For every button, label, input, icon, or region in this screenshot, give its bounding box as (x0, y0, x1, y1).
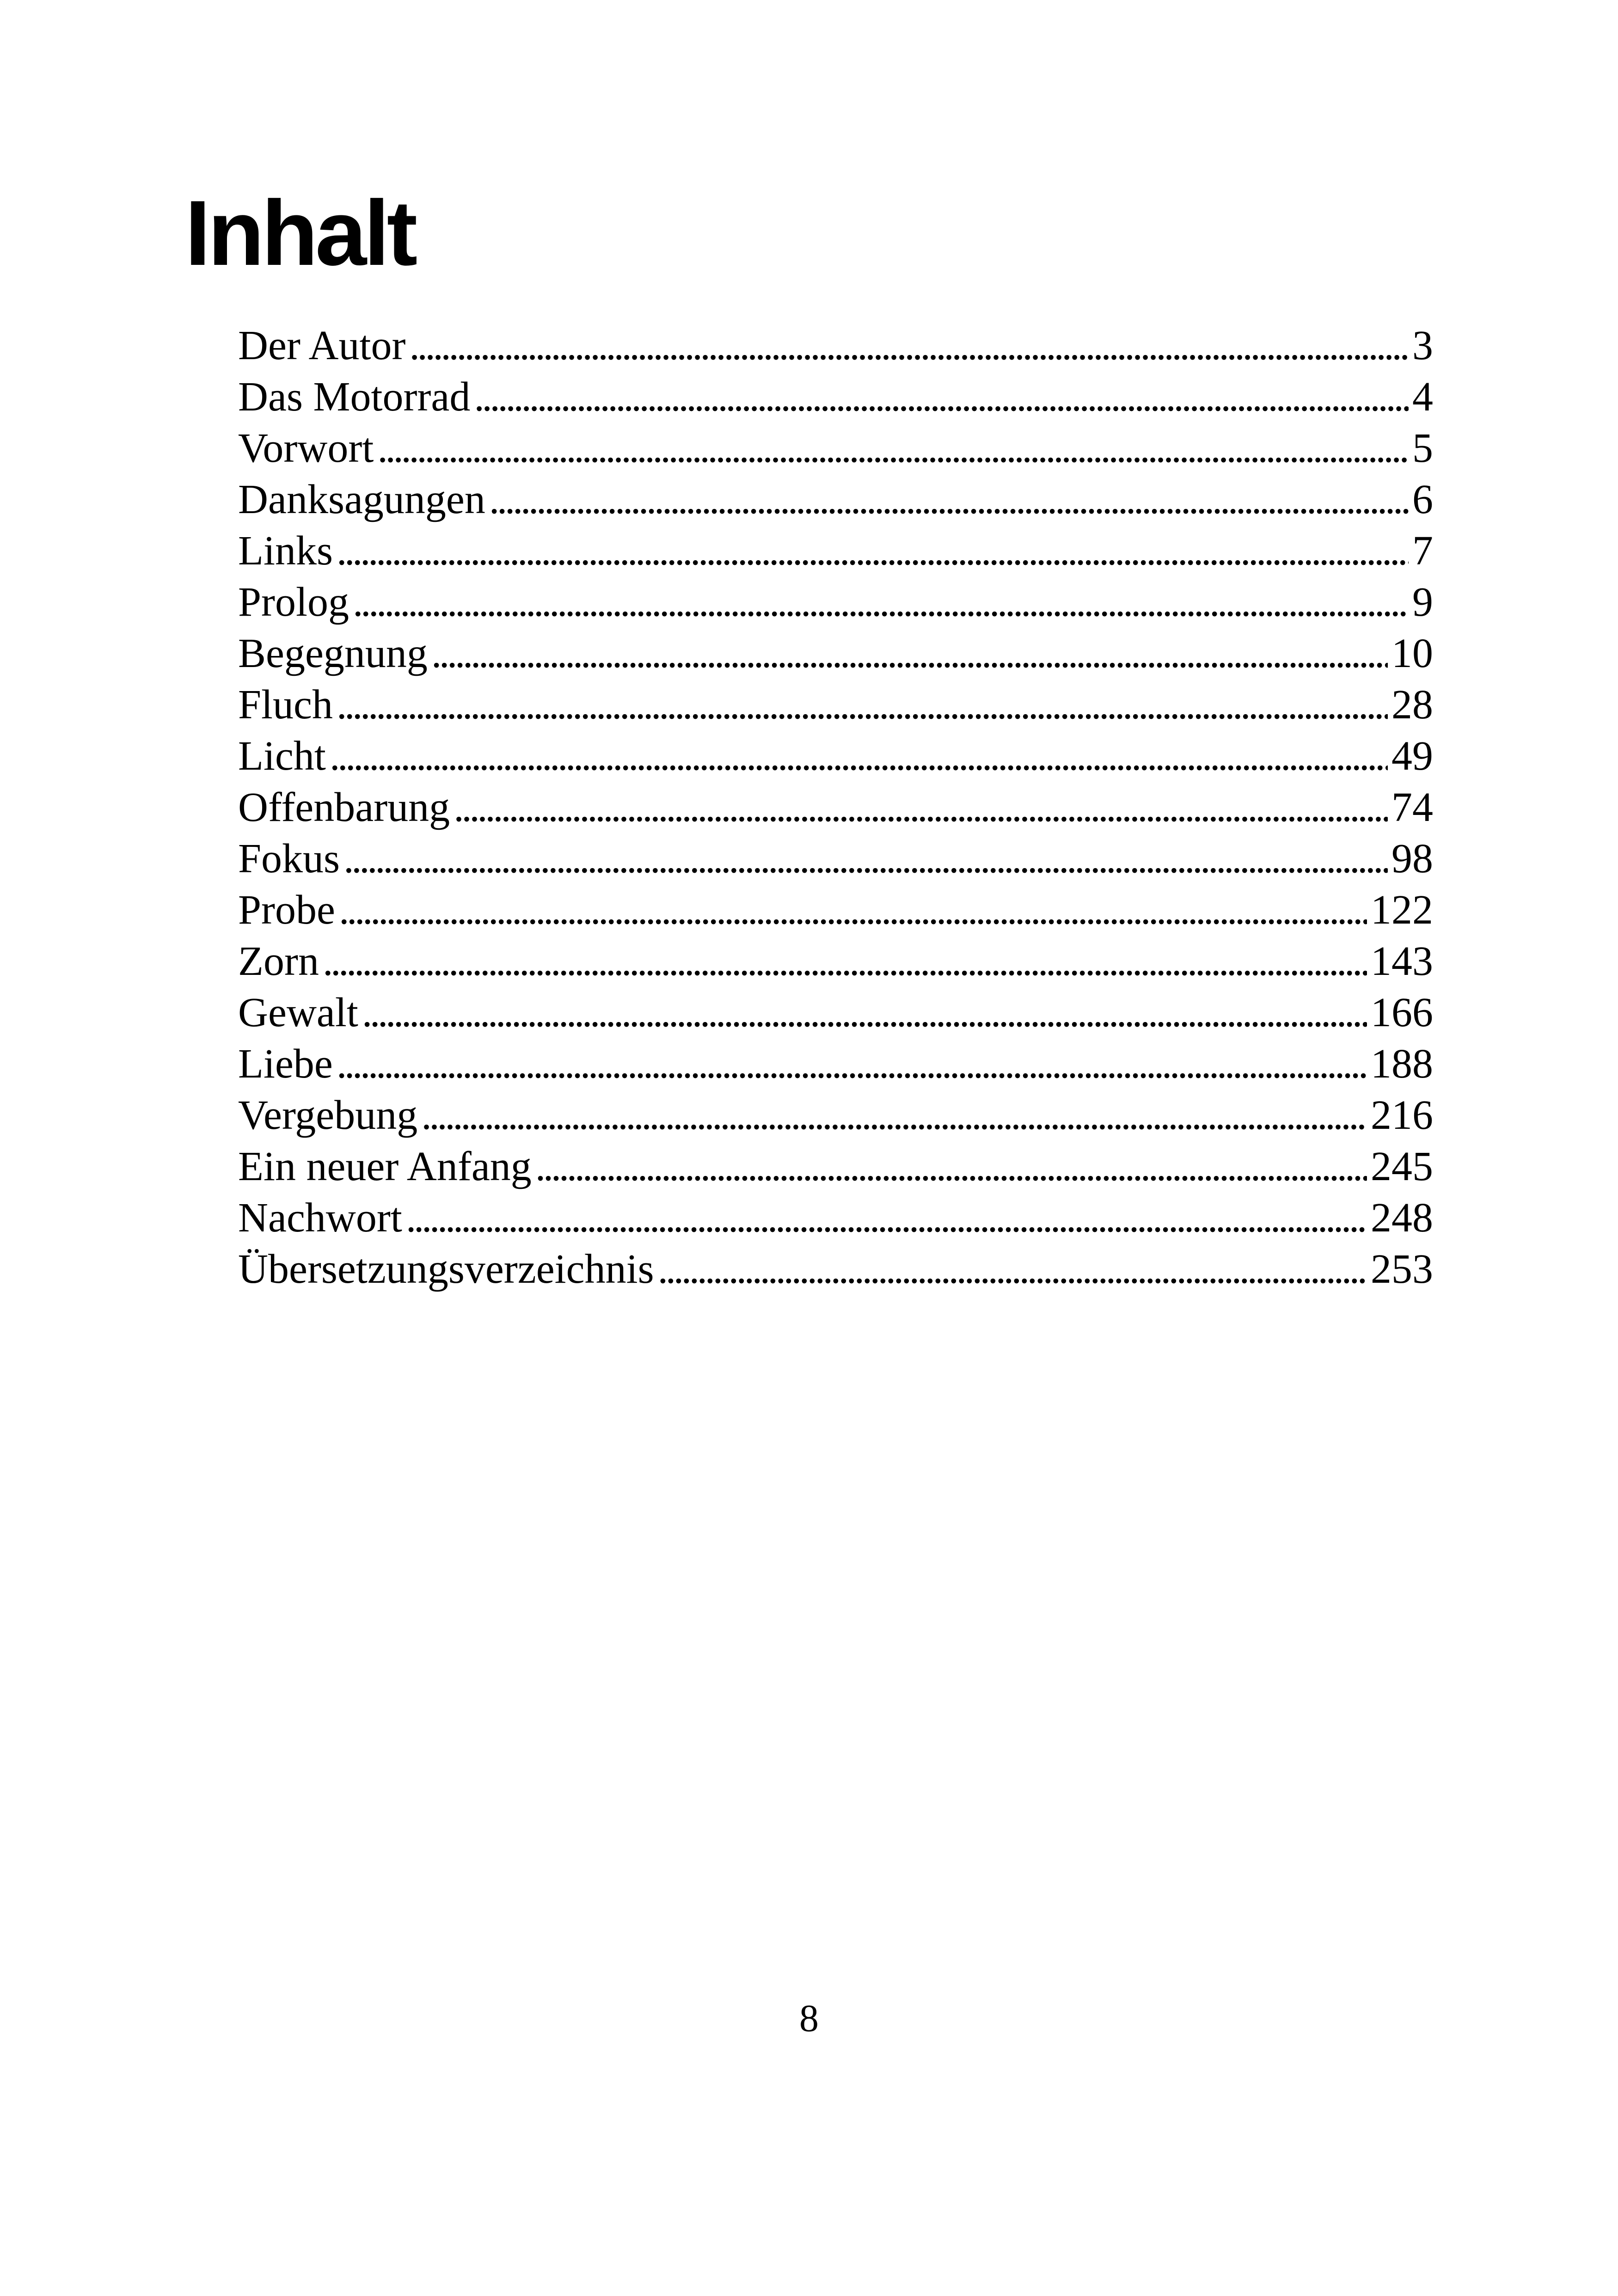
toc-entry[interactable] (238, 474, 1433, 525)
dot-leader (337, 1038, 1367, 1090)
toc-entry-title: Zorn (238, 938, 319, 984)
page-title: Inhalt (185, 182, 415, 285)
toc-entry[interactable] (238, 987, 1433, 1038)
toc-entry[interactable] (238, 525, 1433, 576)
toc-entry[interactable] (238, 1243, 1433, 1295)
dot-leader (431, 628, 1388, 679)
toc-entry-page: 4 (1412, 374, 1433, 420)
dot-leader (362, 987, 1367, 1038)
page-number: 8 (799, 1997, 819, 2040)
toc-entry[interactable] (238, 782, 1433, 833)
toc-entry-page: 253 (1371, 1246, 1433, 1292)
dot-leader (454, 782, 1388, 833)
toc-entry[interactable] (238, 884, 1433, 936)
dot-leader (535, 1141, 1367, 1192)
dot-leader (377, 422, 1409, 474)
toc-entry-page: 248 (1371, 1195, 1433, 1241)
toc-entry-page: 49 (1391, 733, 1433, 779)
toc-entry-page: 6 (1412, 477, 1433, 522)
dot-leader (406, 1192, 1367, 1243)
toc-entry-title: Ein neuer Anfang (238, 1144, 532, 1189)
toc-entry[interactable] (238, 628, 1433, 679)
toc-entry-title: Übersetzungsverzeichnis (238, 1246, 654, 1292)
toc-entry-title: Der Autor (238, 323, 406, 368)
toc-entry[interactable] (238, 936, 1433, 987)
toc-entry-page: 166 (1371, 990, 1433, 1035)
toc-entry[interactable] (238, 1192, 1433, 1243)
toc-entry[interactable] (238, 833, 1433, 884)
toc-entry-title: Begegnung (238, 631, 428, 676)
dot-leader (421, 1090, 1367, 1141)
toc-entry-page: 188 (1371, 1041, 1433, 1087)
toc-entry-page: 7 (1412, 528, 1433, 574)
toc-entry-page: 143 (1371, 938, 1433, 984)
toc-entry[interactable] (238, 1038, 1433, 1090)
toc-entry-title: Fokus (238, 836, 340, 882)
dot-leader (337, 525, 1409, 576)
toc-entry-title: Offenbarung (238, 784, 450, 830)
toc-entry-page: 28 (1391, 682, 1433, 728)
dot-leader (658, 1243, 1367, 1295)
toc-entry-title: Nachwort (238, 1195, 402, 1241)
dot-leader (409, 320, 1409, 371)
toc-entry-title: Licht (238, 733, 326, 779)
toc-entry-page: 74 (1391, 784, 1433, 830)
toc-entry-title: Links (238, 528, 333, 574)
toc-entry-page: 5 (1412, 425, 1433, 471)
dot-leader (339, 884, 1367, 936)
dot-leader (353, 576, 1409, 628)
toc-entry-page: 122 (1371, 887, 1433, 933)
toc-entry[interactable] (238, 1141, 1433, 1192)
toc-entry-title: Liebe (238, 1041, 333, 1087)
dot-leader (343, 833, 1388, 884)
toc-entry-title: Vorwort (238, 425, 374, 471)
toc-entry-title: Fluch (238, 682, 333, 728)
toc-entry-page: 98 (1391, 836, 1433, 882)
toc-entry-page: 3 (1412, 323, 1433, 368)
toc-entry[interactable] (238, 1090, 1433, 1141)
toc-entry-title: Das Motorrad (238, 374, 471, 420)
toc-entry[interactable] (238, 422, 1433, 474)
toc-entry-title: Probe (238, 887, 335, 933)
toc-entry[interactable] (238, 320, 1433, 371)
toc-entry[interactable] (238, 371, 1433, 422)
dot-leader (323, 936, 1367, 987)
toc-entry[interactable] (238, 576, 1433, 628)
toc-entry-page: 10 (1391, 631, 1433, 676)
dot-leader (330, 730, 1388, 782)
toc-entry-title: Vergebung (238, 1092, 418, 1138)
table-of-contents (238, 320, 1433, 1295)
toc-entry-page: 245 (1371, 1144, 1433, 1189)
dot-leader (337, 679, 1388, 730)
dot-leader (474, 371, 1409, 422)
toc-entry-title: Prolog (238, 579, 349, 625)
toc-entry-page: 216 (1371, 1092, 1433, 1138)
toc-entry[interactable] (238, 679, 1433, 730)
toc-entry[interactable] (238, 730, 1433, 782)
dot-leader (489, 474, 1409, 525)
toc-entry-title: Gewalt (238, 990, 358, 1035)
toc-entry-page: 9 (1412, 579, 1433, 625)
toc-entry-title: Danksagungen (238, 477, 485, 522)
